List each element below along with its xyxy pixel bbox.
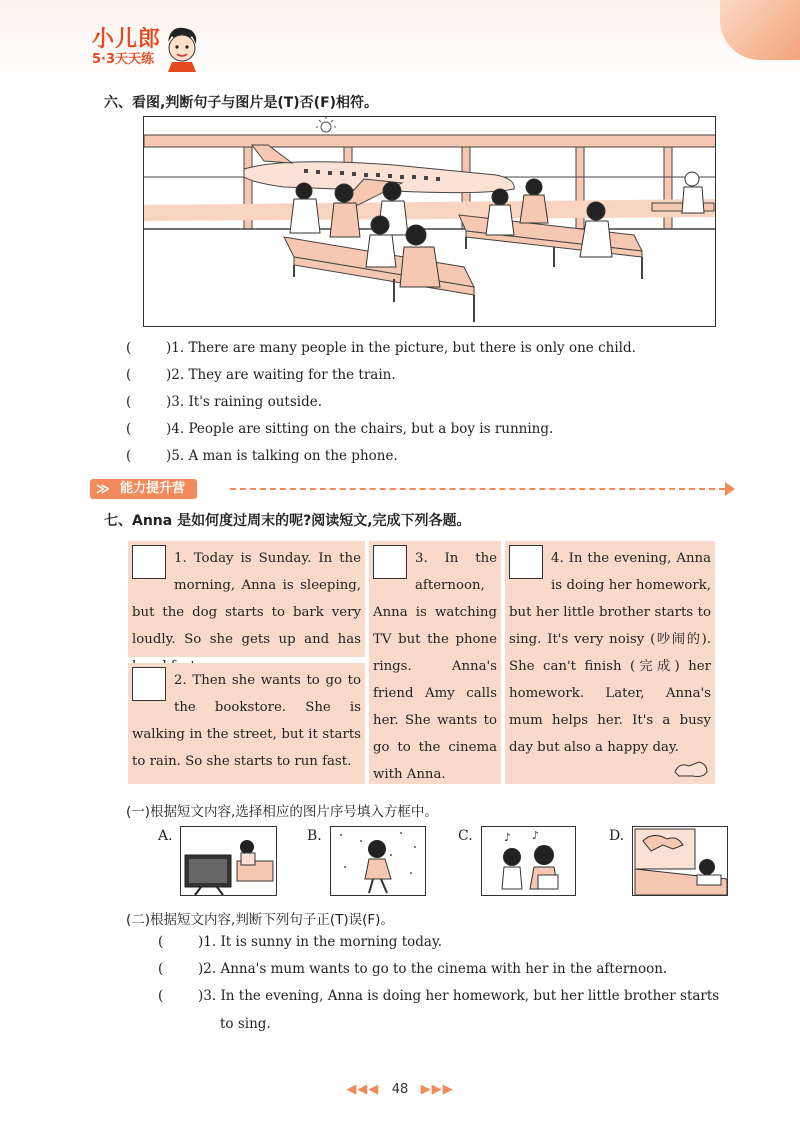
part2-question: ( )2. Anna's mum wants to go to the cinema with her in the afternoon. bbox=[158, 961, 668, 977]
answer-blank[interactable]: ) bbox=[166, 367, 172, 383]
part2-question-continued: to sing. bbox=[220, 1016, 271, 1032]
page-number-value: 48 bbox=[391, 1082, 409, 1097]
answer-blank[interactable]: ) bbox=[166, 394, 172, 410]
answer-blank[interactable]: ) bbox=[166, 448, 172, 464]
option-d-label: D. bbox=[609, 828, 625, 844]
part2-question: ( )1. It is sunny in the morning today. bbox=[158, 934, 443, 950]
page-number bbox=[0, 1082, 800, 1097]
mascot-icon bbox=[162, 24, 202, 72]
passage-4: 4. In the evening, Anna is doing her homework, but her little brother starts to sing. It's very noisy (吵闹的). She can't finish (完成) her homework. Later, Anna's mum helps her. It's a busy day but also a happy day. bbox=[505, 541, 715, 784]
part1-title: (一)根据短文内容,选择相应的图片序号填入方框中。 bbox=[126, 804, 438, 820]
option-d-picture[interactable] bbox=[632, 826, 728, 896]
left-arrows-icon: ◀◀◀ bbox=[346, 1082, 380, 1097]
banner-tag bbox=[90, 479, 197, 499]
answer-blank[interactable]: ) bbox=[198, 934, 204, 950]
section6-question: ( )2. They are waiting for the train. bbox=[126, 367, 396, 383]
option-c-label: C. bbox=[458, 828, 473, 844]
passage-1: 1. Today is Sunday. In the morning, Anna is sleeping, but the dog starts to bark very loudly. So she gets up and has bbox=[128, 541, 365, 657]
svg-text:♪: ♪ bbox=[532, 829, 540, 842]
answer-blank[interactable]: ) bbox=[166, 421, 172, 437]
option-c-picture[interactable] bbox=[481, 826, 576, 896]
section6-question: ( )3. It's raining outside. bbox=[126, 394, 323, 410]
section6-question: ( )1. There are many people in the picture, but there is only one child. bbox=[126, 340, 636, 356]
answer-box[interactable] bbox=[509, 545, 543, 579]
part2-title: (二)根据短文内容,判断下列句子正(T)误(F)。 bbox=[126, 912, 394, 928]
series-name: 5·3天天练 bbox=[92, 52, 155, 67]
banner-dashed-line bbox=[230, 488, 725, 490]
brand-logo bbox=[92, 28, 161, 68]
answer-blank[interactable]: ) bbox=[198, 988, 204, 1004]
section6-question: ( )5. A man is talking on the phone. bbox=[126, 448, 398, 464]
answer-blank[interactable]: ) bbox=[198, 961, 204, 977]
section6-question: ( )4. People are sitting on the chairs, but a boy is running. bbox=[126, 421, 554, 437]
part2-question: ( )3. In the evening, Anna is doing her homework, but her little brother starts bbox=[158, 988, 720, 1004]
answer-box[interactable] bbox=[132, 667, 166, 701]
right-arrows-icon: ▶▶▶ bbox=[420, 1082, 454, 1097]
brand-name: 小儿郎 bbox=[92, 27, 162, 52]
option-b-picture[interactable] bbox=[330, 826, 426, 896]
banner-arrow-icon bbox=[725, 482, 735, 496]
svg-text:♪: ♪ bbox=[504, 831, 512, 844]
option-a-label: A. bbox=[158, 828, 173, 844]
shoe-icon bbox=[673, 758, 709, 780]
option-b-label: B. bbox=[307, 828, 322, 844]
answer-blank[interactable]: ) bbox=[166, 340, 172, 356]
section6-title: 六、看图,判断句子与图片是(T)否(F)相符。 bbox=[104, 95, 379, 111]
airport-waiting-picture bbox=[143, 116, 716, 327]
answer-box[interactable] bbox=[132, 545, 166, 579]
double-arrow-icon: ≫ bbox=[96, 482, 110, 497]
option-a-picture[interactable] bbox=[180, 826, 277, 896]
passage-2: 2. Then she wants to go to the bookstore. She is walking in the street, but it starts to rain. So she starts to run fast. bbox=[128, 663, 365, 784]
banner-label: 能力提升营 bbox=[120, 481, 186, 496]
ability-banner bbox=[90, 478, 735, 500]
answer-box[interactable] bbox=[373, 545, 407, 579]
passage-3: 3. In the afternoon, Anna is watching TV but the phone rings. Anna's friend Amy calls her. She wants to go to the cinema with Anna. bbox=[369, 541, 501, 784]
section7-title: 七、Anna 是如何度过周末的呢?阅读短文,完成下列各题。 bbox=[104, 513, 471, 529]
